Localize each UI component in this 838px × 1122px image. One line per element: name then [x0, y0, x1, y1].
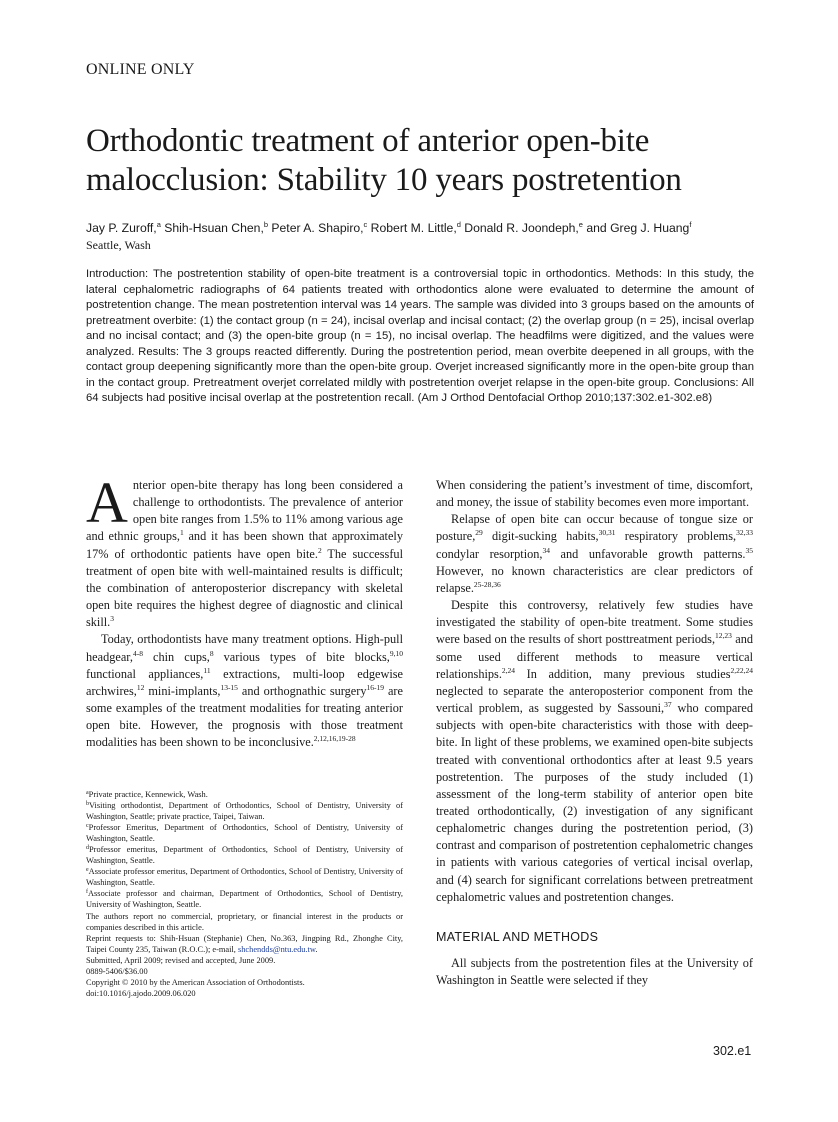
- doi: doi:10.1016/j.ajodo.2009.06.020: [86, 988, 196, 998]
- reference-citation[interactable]: 35: [745, 545, 753, 555]
- footnote-text: Associate professor and chairman, Department of Orthodontics, School of Dentistry, University of Washington, Seattle.: [86, 889, 403, 910]
- intro-paragraph-3: When considering the patient’s investment of time, discomfort, and money, the issue of stability becomes even more important.: [436, 478, 753, 510]
- author-name: Shih-Hsuan Chen,: [160, 221, 264, 235]
- section-label: ONLINE ONLY: [86, 61, 195, 78]
- reference-citation[interactable]: 9,10: [389, 648, 404, 658]
- issn-price: 0889-5406/$36.00: [86, 966, 148, 976]
- reference-citation[interactable]: 29: [475, 528, 483, 538]
- affiliation-mark: d: [456, 220, 461, 229]
- reference-citation[interactable]: 2,12,16,19-28: [313, 734, 356, 744]
- reference-citation[interactable]: 8: [209, 648, 214, 658]
- reference-citation[interactable]: 32,33: [736, 528, 753, 538]
- footnote-mark: f: [86, 889, 88, 896]
- affiliation-mark: a: [156, 220, 161, 229]
- abstract: Introduction: The postretention stability of open-bite treatment is a controversial topic in orthodontics. Methods: In this study, the lateral cephalometric radiographs of 64 patients treated with orthodontics alone were evaluated to determine the amount of postretention change. The mean postretention interval was 14 years. The sample was divided into 3 groups based on the amounts of pretreatment overbite: (1) the contact group (n = 24), incisal overlap and incisal contact; (2) the overlap group (n = 25), incisal overlap and no incisal contact; and (3) the open-bite group (n = 15), no incisal overlap. The headfilms were digitized, and the values were analyzed. Results: The 3 groups reacted differently. During the postretention period, mean overbite deepened in all groups, with the contact group deepening significantly more than the open-bite group. Overjet increased significantly more in the open-bite group than in the contact group. Pretreatment overjet correlated mildly with postretention overjet relapse in the open-bite group. Conclusions: All 64 subjects had positive incisal overlap at the postretention recall. (Am J Orthod Dentofacial Orthop 2010;137:302.e1-302.e8): [86, 268, 754, 404]
- reference-citation[interactable]: 13-15: [220, 682, 238, 692]
- footnotes: [86, 789, 403, 999]
- intro-paragraph-4: Relapse of open bite can occur because of tongue size or posture,$^{29}$ digit-sucking habits,$^{30,31}$ respiratory problems,$^{32,33}$ condylar resorption,$^{34}$ and unfavorable growth patterns.$^{35}$ However, no known characteristics are clear predictors of relapse.$^{25-28,36}$: [436, 512, 753, 595]
- footnote-mark: d: [86, 845, 89, 852]
- section-heading: MATERIAL AND METHODS: [436, 929, 599, 944]
- footnote-text: Professor emeritus, Department of Orthodontics, School of Dentistry, University of Washington, Seattle.: [86, 845, 403, 866]
- reference-citation[interactable]: 12,23: [715, 631, 732, 641]
- submission-dates: Submitted, April 2009; revised and accepted, June 2009.: [86, 955, 276, 965]
- affiliation-mark: c: [363, 220, 368, 229]
- reference-citation[interactable]: 1: [179, 528, 184, 538]
- footnote-e: [86, 866, 403, 888]
- footnote-d: [86, 844, 403, 866]
- conflict-statement: The authors report no commercial, proprietary, or financial interest in the products or companies described in this article.: [86, 911, 403, 932]
- reference-citation[interactable]: 4-8: [132, 648, 143, 658]
- email-link[interactable]: shchendds@ntu.edu.tw: [237, 944, 316, 954]
- reference-citation[interactable]: 37: [664, 700, 672, 710]
- affiliation-mark: b: [263, 220, 269, 229]
- affiliation-mark: f: [689, 220, 692, 229]
- author-list: [86, 220, 766, 236]
- article-title: Orthodontic treatment of anterior open-bite malocclusion: Stability 10 years postretention: [86, 123, 682, 198]
- footnote-text: Professor Emeritus, Department of Orthodontics, School of Dentistry, University of Washington, Seattle.: [86, 823, 403, 844]
- methods-paragraph-1: All subjects from the postretention files at the University of Washington in Seattle were selected if they: [436, 956, 753, 988]
- author-name: Donald R. Joondeph,: [460, 221, 579, 235]
- footnote-mark: c: [86, 823, 89, 830]
- author-name: Peter A. Shapiro,: [268, 221, 364, 235]
- author-name: Jay P. Zuroff,: [86, 221, 157, 235]
- reference-citation[interactable]: 30,31: [598, 528, 616, 538]
- reference-citation[interactable]: 25-28,36: [473, 579, 501, 589]
- reprint-text: Reprint requests to: Shih-Hsuan (Stephanie) Chen, No.363, Jingping Rd., Zhonghe City, Taipei County 235, Taiwan (R.O.C.); e-mail,: [86, 933, 403, 954]
- reference-citation[interactable]: 2,24: [501, 665, 516, 675]
- affiliation-mark: e: [578, 220, 583, 229]
- author-name: Robert M. Little,: [367, 221, 457, 235]
- reference-citation[interactable]: 3: [110, 614, 115, 624]
- footnote-b: [86, 800, 403, 822]
- drop-cap: A: [86, 470, 128, 535]
- right-column: [436, 477, 753, 989]
- footnote-text: Associate professor emeritus, Department of Orthodontics, School of Dentistry, University of Washington, Seattle.: [86, 867, 403, 888]
- footnote-mark: a: [86, 790, 89, 796]
- reprint-requests: [86, 933, 403, 955]
- author-location: Seattle, Wash: [86, 238, 151, 252]
- footnote-text: Visiting orthodontist, Department of Orthodontics, School of Dentistry, University of Washington, Seattle; private practice, Taipei, Taiwan.: [86, 801, 403, 822]
- intro-paragraph-1-text: nterior open-bite therapy has long been considered a challenge to orthodontists. The prevalence of anterior open bite ranges from 1.5% to 11% among various age and ethnic groups,$^1$ and it has been shown that approximately 17% of orthodontic patients have open bite.$^2$ The successful treatment of open bite with well-maintained results is difficult; the combination of anteroposterior discrepancy with skeletal open bite requires the highest degree of diagnostic and clinical skill.$^3$: [86, 478, 403, 630]
- footnote-c: [86, 822, 403, 844]
- reference-citation[interactable]: 16-19: [366, 682, 384, 692]
- reprint-end: .: [315, 944, 318, 954]
- page-number: 302.e1: [713, 1044, 752, 1058]
- intro-paragraph-5: Despite this controversy, relatively few studies have investigated the stability of open-bite treatment. Some studies were based on the results of short posttreatment periods,$^{12,23}$ and some used different methods to measure vertical relationships.$^{2,24}$ In addition, many previous studies$^{2,22,24}$ neglected to separate the anteroposterior component from the vertical problem, as suggested by Sassouni,$^{37}$ who compared subjects with open-bite characteristics with those with deep-bite. In light of these problems, we examined open-bite subjects treated with conventional orthodontics after at least 9.5 years postretention. The purposes of the study included (1) assessment of the long-term stability of anterior open bite treated orthodontically, (2) investigation of any significant cephalometric changes during the postretention period, (3) contrast and comparison of postretention cephalometric changes in patients with various categories of vertical incisal overlap, and (4) search for significant correlations between pretreatment cephalometric values and postretention changes.: [436, 598, 753, 904]
- footnote-text: Private practice, Kennewick, Wash.: [88, 790, 208, 799]
- reference-citation[interactable]: 2: [317, 545, 322, 555]
- footnote-f: [86, 888, 403, 910]
- reference-citation[interactable]: 12: [136, 682, 145, 692]
- intro-paragraph-2: Today, orthodontists have many treatment options. High-pull headgear,$^{4-8}$ chin cups,$^8$ various types of bite blocks,$^{9,10}$ functional appliances,$^{11}$ extractions, multi-loop edgewise archwires,$^{12}$ mini-implants,$^{13-15}$ and orthognathic surgery$^{16-19}$ are some examples of the treatment modalities for treating anterior open bite. However, the prognosis with those treatment modalities has been shown to be inconclusive.$^{2,12,16,19-28}$: [86, 632, 404, 750]
- reference-citation[interactable]: 11: [203, 665, 211, 675]
- left-column: [86, 470, 404, 752]
- footnote-a: [86, 789, 403, 800]
- footnote-mark: e: [86, 867, 89, 874]
- intro-paragraph-1: [86, 470, 403, 631]
- author-name: and Greg J. Huang: [582, 221, 690, 235]
- reference-citation[interactable]: 2,22,24: [730, 665, 753, 675]
- copyright: Copyright © 2010 by the American Association of Orthodontists.: [86, 977, 305, 987]
- footnote-mark: b: [86, 801, 89, 808]
- reference-citation[interactable]: 34: [542, 545, 550, 555]
